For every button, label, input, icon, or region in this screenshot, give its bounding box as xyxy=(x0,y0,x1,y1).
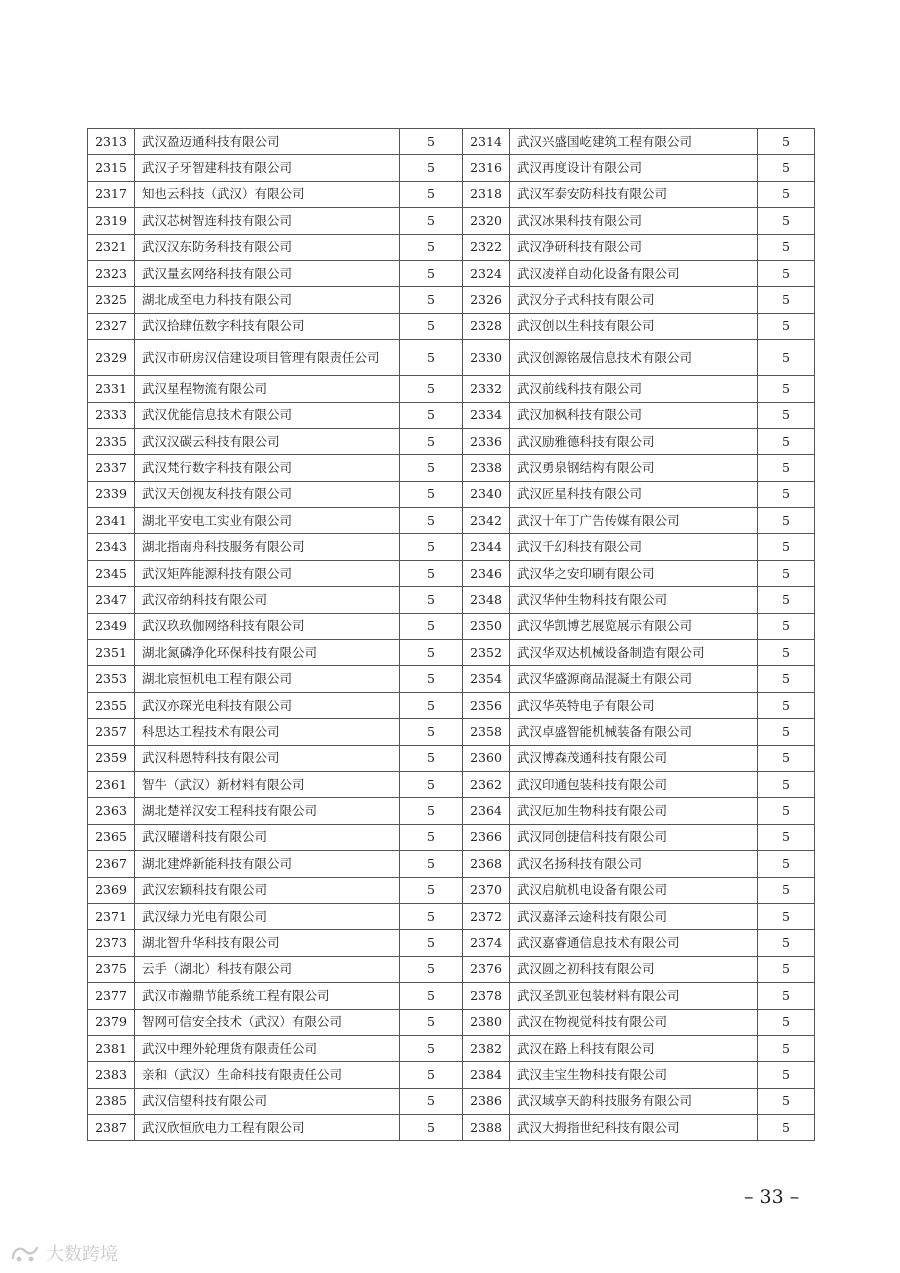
entry-score: 5 xyxy=(400,455,463,481)
entry-score: 5 xyxy=(400,903,463,929)
company-name: 武汉分子式科技有限公司 xyxy=(510,287,758,313)
company-name: 湖北宸恒机电工程有限公司 xyxy=(135,666,400,692)
entry-score: 5 xyxy=(758,666,815,692)
entry-score: 5 xyxy=(758,1115,815,1141)
entry-number: 2323 xyxy=(88,260,135,286)
company-name: 湖北楚祥汉安工程科技有限公司 xyxy=(135,798,400,824)
entry-number: 2388 xyxy=(463,1115,510,1141)
entry-score: 5 xyxy=(758,508,815,534)
table-row xyxy=(88,287,815,313)
company-name: 武汉军泰安防科技有限公司 xyxy=(510,181,758,207)
entry-score: 5 xyxy=(400,930,463,956)
entry-number: 2355 xyxy=(88,692,135,718)
entry-score: 5 xyxy=(758,1062,815,1088)
table-row xyxy=(88,208,815,234)
entry-number: 2358 xyxy=(463,719,510,745)
company-name: 科思达工程技术有限公司 xyxy=(135,719,400,745)
entry-number: 2369 xyxy=(88,877,135,903)
company-roster-table xyxy=(87,128,815,1141)
roster-body xyxy=(88,129,815,1141)
entry-number: 2354 xyxy=(463,666,510,692)
brand-logo-icon xyxy=(10,1242,40,1264)
entry-score: 5 xyxy=(400,508,463,534)
table-row xyxy=(88,824,815,850)
entry-score: 5 xyxy=(758,287,815,313)
entry-score: 5 xyxy=(400,587,463,613)
table-row xyxy=(88,587,815,613)
entry-number: 2338 xyxy=(463,455,510,481)
company-name: 湖北成至电力科技有限公司 xyxy=(135,287,400,313)
entry-number: 2341 xyxy=(88,508,135,534)
entry-number: 2315 xyxy=(88,155,135,181)
company-name: 武汉凌祥自动化设备有限公司 xyxy=(510,260,758,286)
entry-score: 5 xyxy=(758,155,815,181)
entry-score: 5 xyxy=(400,1088,463,1114)
page-number: – 33 – xyxy=(744,1186,800,1208)
company-name: 武汉曜谱科技有限公司 xyxy=(135,824,400,850)
entry-score: 5 xyxy=(758,234,815,260)
company-name: 武汉欣恒欣电力工程有限公司 xyxy=(135,1115,400,1141)
entry-score: 5 xyxy=(758,455,815,481)
table-row xyxy=(88,428,815,454)
entry-number: 2377 xyxy=(88,983,135,1009)
entry-score: 5 xyxy=(758,719,815,745)
table-row xyxy=(88,560,815,586)
entry-score: 5 xyxy=(400,428,463,454)
watermark xyxy=(10,1240,118,1266)
entry-score: 5 xyxy=(400,613,463,639)
entry-score: 5 xyxy=(400,481,463,507)
entry-score: 5 xyxy=(400,208,463,234)
entry-score: 5 xyxy=(758,877,815,903)
entry-number: 2347 xyxy=(88,587,135,613)
entry-number: 2317 xyxy=(88,181,135,207)
entry-score: 5 xyxy=(758,428,815,454)
entry-score: 5 xyxy=(400,983,463,1009)
entry-score: 5 xyxy=(758,956,815,982)
table-row xyxy=(88,1088,815,1114)
entry-number: 2328 xyxy=(463,313,510,339)
entry-number: 2357 xyxy=(88,719,135,745)
entry-number: 2316 xyxy=(463,155,510,181)
company-name: 湖北建烨新能科技有限公司 xyxy=(135,851,400,877)
entry-number: 2361 xyxy=(88,771,135,797)
company-name: 武汉创以生科技有限公司 xyxy=(510,313,758,339)
company-name: 武汉市研房汉信建设项目管理有限责任公司 xyxy=(135,340,400,376)
entry-score: 5 xyxy=(758,771,815,797)
entry-score: 5 xyxy=(758,613,815,639)
entry-number: 2374 xyxy=(463,930,510,956)
entry-score: 5 xyxy=(758,376,815,402)
entry-score: 5 xyxy=(400,313,463,339)
entry-score: 5 xyxy=(400,155,463,181)
entry-score: 5 xyxy=(758,1088,815,1114)
table-row xyxy=(88,376,815,402)
entry-score: 5 xyxy=(400,956,463,982)
company-name: 武汉在物视觉科技有限公司 xyxy=(510,1009,758,1035)
entry-score: 5 xyxy=(758,798,815,824)
entry-score: 5 xyxy=(758,313,815,339)
company-name: 武汉芯树智连科技有限公司 xyxy=(135,208,400,234)
company-name: 武汉加枫科技有限公司 xyxy=(510,402,758,428)
entry-score: 5 xyxy=(758,181,815,207)
entry-number: 2372 xyxy=(463,903,510,929)
entry-score: 5 xyxy=(400,851,463,877)
entry-number: 2375 xyxy=(88,956,135,982)
entry-number: 2326 xyxy=(463,287,510,313)
company-name: 武汉域享天韵科技服务有限公司 xyxy=(510,1088,758,1114)
entry-number: 2336 xyxy=(463,428,510,454)
entry-number: 2386 xyxy=(463,1088,510,1114)
entry-number: 2325 xyxy=(88,287,135,313)
company-name: 武汉量玄网络科技有限公司 xyxy=(135,260,400,286)
entry-score: 5 xyxy=(758,208,815,234)
company-name: 武汉帝纳科技有限公司 xyxy=(135,587,400,613)
entry-number: 2331 xyxy=(88,376,135,402)
company-name: 武汉嘉睿通信息技术有限公司 xyxy=(510,930,758,956)
company-name: 武汉科恩特科技有限公司 xyxy=(135,745,400,771)
entry-score: 5 xyxy=(758,402,815,428)
entry-score: 5 xyxy=(758,983,815,1009)
entry-number: 2327 xyxy=(88,313,135,339)
table-row xyxy=(88,1009,815,1035)
table-row xyxy=(88,481,815,507)
company-name: 武汉印通包装科技有限公司 xyxy=(510,771,758,797)
company-name: 武汉冰果科技有限公司 xyxy=(510,208,758,234)
entry-number: 2343 xyxy=(88,534,135,560)
table-row xyxy=(88,719,815,745)
table-row xyxy=(88,534,815,560)
entry-number: 2359 xyxy=(88,745,135,771)
company-name: 智牛（武汉）新材料有限公司 xyxy=(135,771,400,797)
entry-score: 5 xyxy=(400,129,463,155)
table-row xyxy=(88,640,815,666)
company-name: 武汉盈迈通科技有限公司 xyxy=(135,129,400,155)
entry-number: 2368 xyxy=(463,851,510,877)
entry-number: 2356 xyxy=(463,692,510,718)
entry-number: 2334 xyxy=(463,402,510,428)
entry-score: 5 xyxy=(400,771,463,797)
company-name: 武汉励雅德科技有限公司 xyxy=(510,428,758,454)
entry-score: 5 xyxy=(400,181,463,207)
entry-score: 5 xyxy=(758,481,815,507)
entry-number: 2329 xyxy=(88,340,135,376)
entry-number: 2345 xyxy=(88,560,135,586)
entry-score: 5 xyxy=(400,376,463,402)
table-row xyxy=(88,613,815,639)
company-name: 武汉梵行数字科技有限公司 xyxy=(135,455,400,481)
table-row xyxy=(88,234,815,260)
company-name: 武汉同创捷信科技有限公司 xyxy=(510,824,758,850)
entry-score: 5 xyxy=(400,1115,463,1141)
company-name: 武汉矩阵能源科技有限公司 xyxy=(135,560,400,586)
table-row xyxy=(88,1115,815,1141)
entry-number: 2352 xyxy=(463,640,510,666)
entry-number: 2373 xyxy=(88,930,135,956)
company-name: 武汉市瀚鼎节能系统工程有限公司 xyxy=(135,983,400,1009)
company-name: 武汉星程物流有限公司 xyxy=(135,376,400,402)
entry-score: 5 xyxy=(758,745,815,771)
company-name: 武汉博森茂通科技有限公司 xyxy=(510,745,758,771)
entry-number: 2320 xyxy=(463,208,510,234)
table-row xyxy=(88,313,815,339)
entry-score: 5 xyxy=(758,1009,815,1035)
company-name: 武汉启航机电设备有限公司 xyxy=(510,877,758,903)
entry-number: 2378 xyxy=(463,983,510,1009)
company-name: 武汉圆之初科技有限公司 xyxy=(510,956,758,982)
entry-score: 5 xyxy=(400,640,463,666)
entry-score: 5 xyxy=(758,851,815,877)
entry-score: 5 xyxy=(758,534,815,560)
table-row xyxy=(88,877,815,903)
company-name: 武汉华盛源商品混凝土有限公司 xyxy=(510,666,758,692)
entry-score: 5 xyxy=(758,1035,815,1061)
company-name: 武汉信望科技有限公司 xyxy=(135,1088,400,1114)
company-name: 武汉华双达机械设备制造有限公司 xyxy=(510,640,758,666)
entry-score: 5 xyxy=(400,798,463,824)
entry-score: 5 xyxy=(758,824,815,850)
entry-score: 5 xyxy=(758,640,815,666)
company-name: 武汉宏颖科技有限公司 xyxy=(135,877,400,903)
entry-number: 2337 xyxy=(88,455,135,481)
company-name: 武汉卓盛智能机械装备有限公司 xyxy=(510,719,758,745)
company-name: 武汉绿力光电有限公司 xyxy=(135,903,400,929)
table-row xyxy=(88,745,815,771)
company-name: 湖北氮磷净化环保科技有限公司 xyxy=(135,640,400,666)
table-row xyxy=(88,155,815,181)
table-row xyxy=(88,181,815,207)
company-name: 武汉千幻科技有限公司 xyxy=(510,534,758,560)
table-row xyxy=(88,771,815,797)
watermark-text: 大数跨境 xyxy=(46,1244,118,1265)
table-row xyxy=(88,666,815,692)
entry-number: 2385 xyxy=(88,1088,135,1114)
table-row xyxy=(88,455,815,481)
company-name: 武汉亦琛光电科技有限公司 xyxy=(135,692,400,718)
entry-number: 2370 xyxy=(463,877,510,903)
entry-score: 5 xyxy=(758,129,815,155)
company-name: 武汉再度设计有限公司 xyxy=(510,155,758,181)
entry-number: 2339 xyxy=(88,481,135,507)
company-name: 武汉前线科技有限公司 xyxy=(510,376,758,402)
company-name: 智网可信安全技术（武汉）有限公司 xyxy=(135,1009,400,1035)
entry-number: 2332 xyxy=(463,376,510,402)
company-name: 亲和（武汉）生命科技有限责任公司 xyxy=(135,1062,400,1088)
entry-score: 5 xyxy=(400,719,463,745)
entry-number: 2360 xyxy=(463,745,510,771)
entry-number: 2371 xyxy=(88,903,135,929)
entry-number: 2318 xyxy=(463,181,510,207)
entry-number: 2367 xyxy=(88,851,135,877)
company-name: 武汉优能信息技术有限公司 xyxy=(135,402,400,428)
company-name: 武汉圭宝生物科技有限公司 xyxy=(510,1062,758,1088)
entry-score: 5 xyxy=(400,692,463,718)
company-name: 武汉厄加生物科技有限公司 xyxy=(510,798,758,824)
company-name: 武汉拾肆伍数字科技有限公司 xyxy=(135,313,400,339)
table-row xyxy=(88,402,815,428)
table-row xyxy=(88,340,815,376)
company-name: 湖北智升华科技有限公司 xyxy=(135,930,400,956)
entry-number: 2314 xyxy=(463,129,510,155)
entry-number: 2364 xyxy=(463,798,510,824)
entry-number: 2384 xyxy=(463,1062,510,1088)
entry-score: 5 xyxy=(400,234,463,260)
entry-number: 2376 xyxy=(463,956,510,982)
entry-score: 5 xyxy=(758,560,815,586)
company-name: 武汉十年丁广告传媒有限公司 xyxy=(510,508,758,534)
entry-number: 2322 xyxy=(463,234,510,260)
entry-number: 2346 xyxy=(463,560,510,586)
entry-score: 5 xyxy=(758,260,815,286)
entry-number: 2365 xyxy=(88,824,135,850)
entry-number: 2313 xyxy=(88,129,135,155)
company-name: 武汉华英特电子有限公司 xyxy=(510,692,758,718)
table-row xyxy=(88,1062,815,1088)
table-row xyxy=(88,851,815,877)
company-name: 武汉净研科技有限公司 xyxy=(510,234,758,260)
company-name: 武汉勇泉钢结构有限公司 xyxy=(510,455,758,481)
table-row xyxy=(88,956,815,982)
table-row xyxy=(88,930,815,956)
table-row xyxy=(88,1035,815,1061)
entry-score: 5 xyxy=(400,824,463,850)
company-name: 武汉华凯博艺展览展示有限公司 xyxy=(510,613,758,639)
entry-number: 2379 xyxy=(88,1009,135,1035)
entry-number: 2363 xyxy=(88,798,135,824)
company-name: 武汉子牙智建科技有限公司 xyxy=(135,155,400,181)
entry-number: 2350 xyxy=(463,613,510,639)
entry-number: 2387 xyxy=(88,1115,135,1141)
entry-number: 2335 xyxy=(88,428,135,454)
entry-score: 5 xyxy=(400,260,463,286)
entry-number: 2342 xyxy=(463,508,510,534)
table-row xyxy=(88,983,815,1009)
company-name: 武汉中理外轮理货有限责任公司 xyxy=(135,1035,400,1061)
entry-number: 2333 xyxy=(88,402,135,428)
entry-score: 5 xyxy=(400,666,463,692)
entry-score: 5 xyxy=(400,560,463,586)
company-name: 武汉玖玖伽网络科技有限公司 xyxy=(135,613,400,639)
company-name: 武汉天创视友科技有限公司 xyxy=(135,481,400,507)
entry-score: 5 xyxy=(400,745,463,771)
entry-number: 2344 xyxy=(463,534,510,560)
entry-number: 2381 xyxy=(88,1035,135,1061)
company-name: 知也云科技（武汉）有限公司 xyxy=(135,181,400,207)
entry-score: 5 xyxy=(758,340,815,376)
company-name: 武汉圣凯亚包装材料有限公司 xyxy=(510,983,758,1009)
entry-score: 5 xyxy=(758,587,815,613)
company-name: 武汉汉碳云科技有限公司 xyxy=(135,428,400,454)
entry-number: 2319 xyxy=(88,208,135,234)
entry-score: 5 xyxy=(400,402,463,428)
entry-number: 2353 xyxy=(88,666,135,692)
entry-score: 5 xyxy=(400,340,463,376)
entry-score: 5 xyxy=(758,692,815,718)
table-row xyxy=(88,260,815,286)
entry-score: 5 xyxy=(400,877,463,903)
entry-score: 5 xyxy=(400,1009,463,1035)
company-name: 湖北平安电工实业有限公司 xyxy=(135,508,400,534)
entry-number: 2349 xyxy=(88,613,135,639)
entry-score: 5 xyxy=(400,534,463,560)
company-name: 武汉兴盛国屹建筑工程有限公司 xyxy=(510,129,758,155)
entry-score: 5 xyxy=(758,903,815,929)
company-name: 武汉创源铭晟信息技术有限公司 xyxy=(510,340,758,376)
entry-score: 5 xyxy=(400,1062,463,1088)
company-name: 武汉匠星科技有限公司 xyxy=(510,481,758,507)
table-row xyxy=(88,508,815,534)
company-name: 武汉华仲生物科技有限公司 xyxy=(510,587,758,613)
entry-number: 2330 xyxy=(463,340,510,376)
entry-score: 5 xyxy=(758,930,815,956)
company-name: 武汉大拇指世纪科技有限公司 xyxy=(510,1115,758,1141)
entry-number: 2348 xyxy=(463,587,510,613)
entry-number: 2321 xyxy=(88,234,135,260)
entry-number: 2380 xyxy=(463,1009,510,1035)
table-row xyxy=(88,692,815,718)
entry-number: 2362 xyxy=(463,771,510,797)
company-name: 湖北指南舟科技服务有限公司 xyxy=(135,534,400,560)
entry-number: 2366 xyxy=(463,824,510,850)
table-row xyxy=(88,903,815,929)
company-name: 武汉华之安印刷有限公司 xyxy=(510,560,758,586)
table-row xyxy=(88,798,815,824)
table-row xyxy=(88,129,815,155)
company-name: 武汉在路上科技有限公司 xyxy=(510,1035,758,1061)
entry-number: 2340 xyxy=(463,481,510,507)
entry-score: 5 xyxy=(400,287,463,313)
entry-number: 2324 xyxy=(463,260,510,286)
company-name: 武汉名扬科技有限公司 xyxy=(510,851,758,877)
entry-number: 2382 xyxy=(463,1035,510,1061)
entry-number: 2383 xyxy=(88,1062,135,1088)
company-name: 武汉嘉泽云途科技有限公司 xyxy=(510,903,758,929)
company-name: 武汉汉东防务科技有限公司 xyxy=(135,234,400,260)
entry-number: 2351 xyxy=(88,640,135,666)
company-name: 云手（湖北）科技有限公司 xyxy=(135,956,400,982)
entry-score: 5 xyxy=(400,1035,463,1061)
